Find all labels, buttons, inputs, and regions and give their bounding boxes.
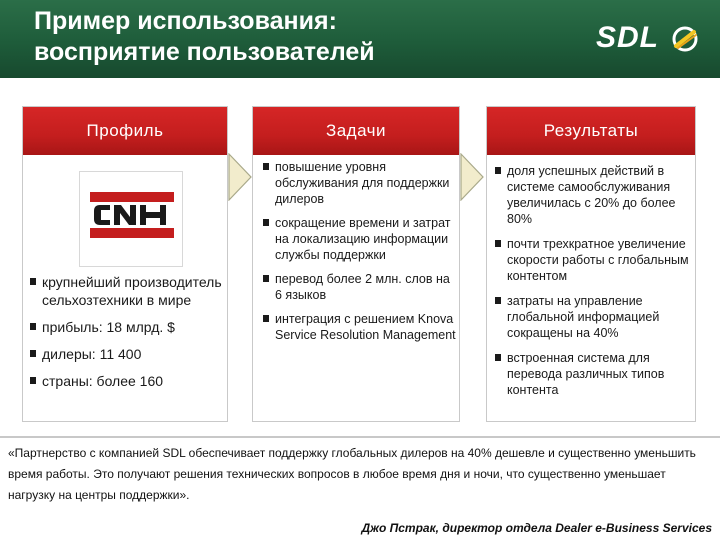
- results-column: [486, 106, 696, 422]
- list-item: почти трехкратное увеличение скорости работы с глобальным контентом: [495, 236, 693, 284]
- profile-header: Профиль: [23, 107, 227, 155]
- arrow-right-icon: [228, 153, 252, 201]
- tasks-header: Задачи: [253, 107, 459, 155]
- list-item: крупнейший производитель сельхозтехники в мире: [30, 273, 226, 309]
- profile-column: [22, 106, 228, 422]
- list-item: интеграция с решением Knova Service Resolution Management: [263, 311, 459, 343]
- list-item: сокращение времени и затрат на локализацию информации службы поддержки: [263, 215, 459, 263]
- quote-author: Джо Пстрак, директор отдела Dealer e-Business Services: [361, 521, 712, 535]
- arrow-right-icon: [460, 153, 484, 201]
- slide-header: [0, 0, 720, 78]
- list-item: прибыль: 18 млрд. $: [30, 318, 226, 336]
- list-item: затраты на управление глобальной информацией сокращены на 40%: [495, 293, 693, 341]
- profile-bullet-list: [30, 273, 226, 399]
- cnh-logo-icon: [80, 172, 184, 268]
- sdl-logo-text: SDL: [596, 21, 659, 54]
- list-item: повышение уровня обслуживания для поддержки дилеров: [263, 159, 459, 207]
- slide-title: [34, 6, 375, 68]
- results-bullet-list: [495, 163, 693, 407]
- tasks-bullet-list: [263, 159, 459, 351]
- list-item: доля успешных действий в системе самообслуживания увеличилась с 20% до более 80%: [495, 163, 693, 227]
- list-item: дилеры: 11 400: [30, 345, 226, 363]
- list-item: страны: более 160: [30, 372, 226, 390]
- results-header: Результаты: [487, 107, 695, 155]
- tasks-column: [252, 106, 460, 422]
- testimonial-quote: [0, 436, 720, 540]
- quote-text: «Партнерство с компанией SDL обеспечивает поддержку глобальных дилеров на 40% дешевле и существенно уменьшить время работы. Это получают решения технических вопросов в любое время дня и ночи, что существенно уменьшает нагрузку на центры поддержки».: [8, 446, 696, 502]
- list-item: встроенная система для перевода различных типов контента: [495, 350, 693, 398]
- sdl-logo: [596, 20, 704, 56]
- sdl-swirl-icon: [672, 26, 698, 52]
- list-item: перевод более 2 млн. слов на 6 языков: [263, 271, 459, 303]
- cnh-logo: [79, 171, 183, 267]
- title-line-2: восприятие пользователей: [34, 38, 375, 66]
- title-line-1: Пример использования:: [34, 7, 337, 35]
